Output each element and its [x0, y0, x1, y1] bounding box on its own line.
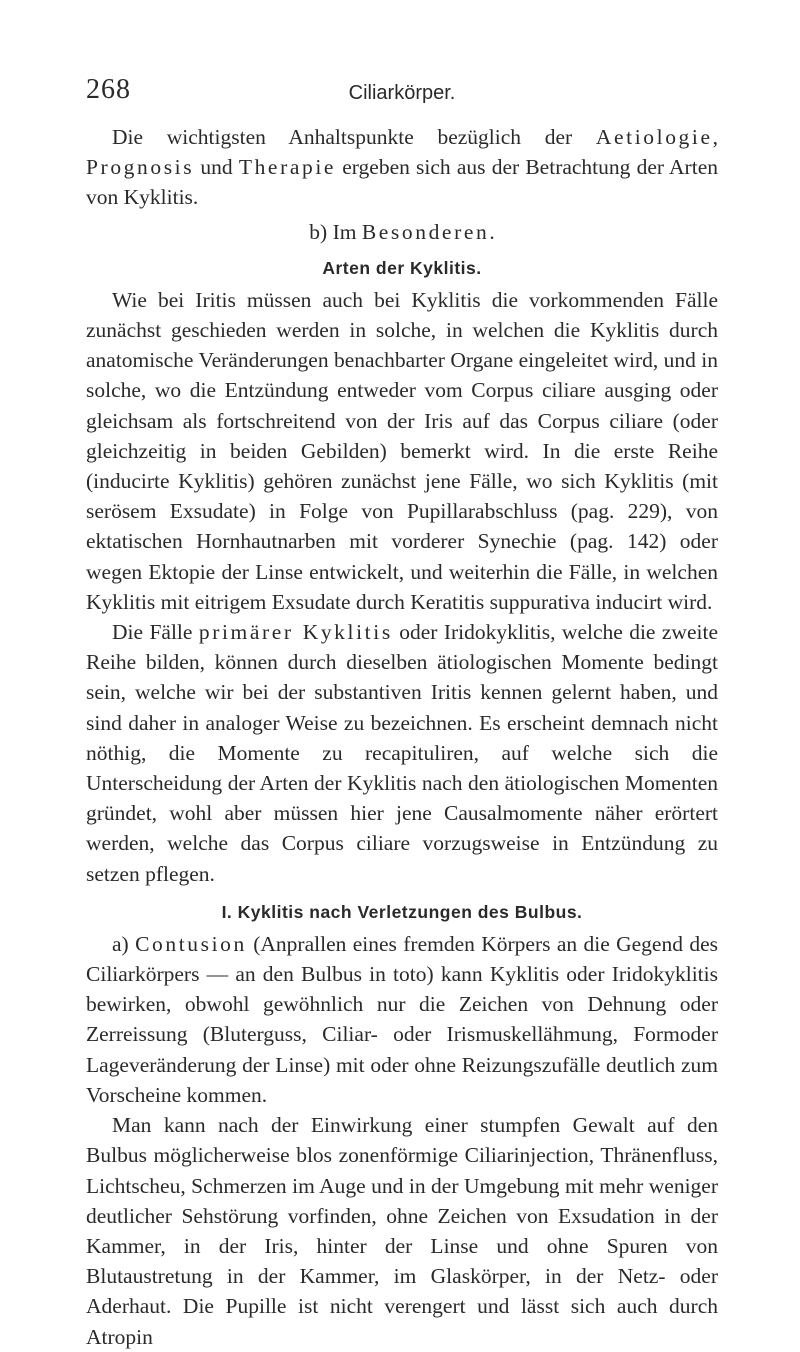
text-run: ergeben sich aus der Betrachtung der Arten von Kyklitis.: [86, 155, 718, 210]
spaced-term: Besonderen: [361, 219, 490, 244]
spaced-term: Contusion: [135, 931, 247, 956]
heading-verletzungen: I. Kyklitis nach Verletzungen des Bulbus.: [221, 901, 583, 922]
text-run: b) Im: [309, 219, 362, 244]
paragraph-stumpfe-gewalt: Man kann nach der Einwirkung einer stumpfen Gewalt auf den Bulbus möglicherweise blos zonenförmige Ciliarinjection, Thränenfluss, Lichtscheu, Schmerzen im Auge und in der Umgebung mit mehr weniger deutlicher Sehstörung vorfinden, ohne Zeichen von Exsudation in der Kammer, in der Iris, hinter der Linse und ohne Spuren von Blutaustretung in der Kammer, im Glaskörper, in der Netz- oder Aderhaut. Die Pupille ist nicht verengert und lässt sich auch durch Atropin: [86, 1113, 718, 1349]
text-run: a): [112, 931, 136, 956]
spaced-term: primärer Kyklitis: [198, 620, 393, 645]
text-run: (Anprallen eines fremden Körpers an die Gegend des Ciliarkörpers — an den Bulbus in toto) kann Kyklitis oder Iridokyklitis bewirken, obwohl gewöhnlich nur die Zeichen von Dehnung oder Zerreissung (Bluterguss, Ciliar- oder Irismuskellähmung, Formoder Lageveränderung der Linse) mit oder ohne Reizungszufälle deutlich zum Vorscheine kommen.: [86, 931, 718, 1107]
page-header: [86, 74, 718, 108]
paragraph-primaer: [86, 617, 718, 889]
section-b-heading: [86, 217, 718, 247]
text-run: oder Iridokyklitis, welche die zweite Reihe bilden, können durch dieselben ätiologischen Momente bedingt sein, welche wir bei der substantiven Iritis kennen gelernt haben, und sind daher in analoger Weise zu bezeichnen. Es erscheint demnach nicht nöthig, die Momente zu recapituliren, auf welche sich die Unterscheidung der Arten der Kyklitis nach den ätiologischen Momenten gründet, wohl aber müssen hier jene Causalmomente näher erörtert werden, welche das Corpus ciliare vorzugsweise in Entzündung zu setzen pflegen.: [86, 620, 718, 886]
page-number: 268: [86, 74, 131, 105]
intro-paragraph: [86, 122, 718, 213]
text-run: und: [194, 155, 239, 180]
text-run: Die Fälle: [112, 620, 199, 645]
text-run: .: [489, 219, 495, 244]
spaced-term: Aetiologie: [595, 125, 713, 149]
spaced-term: Therapie: [238, 155, 337, 180]
paragraph-arten: Wie bei Iritis müssen auch bei Kyklitis die vorkommenden Fälle zunächst geschieden werden in solche, in welchen die Kyklitis durch anatomische Veränderungen benachbarter Organe eingeleitet wird, und in solche, wo die Entzündung entweder vom Corpus ciliare ausging oder gleichsam als fortschreitend von der Iris auf das Corpus ciliare (oder gleichzeitig in beiden Gebilden) bemerkt wird. In die erste Reihe (inducirte Kyklitis) gehören zunächst jene Fälle, wo sich Kyklitis (mit serösem Exsudate) in Folge von Pupillarabschluss (pag. 229), von ektatischen Hornhautnarben mit vorderer Synechie (pag. 142) oder wegen Ektopie der Linse entwickelt, und weiterhin die Fälle, in welchen Kyklitis mit eitrigem Exsudate durch Keratitis suppurativa inducirt wird.: [86, 287, 719, 614]
heading-arten: Arten der Kyklitis.: [322, 257, 482, 278]
paragraph-contusion: [86, 929, 718, 1110]
page-body: [86, 122, 718, 1352]
spaced-term: Prognosis: [86, 155, 195, 180]
text-run: Die wichtigsten Anhaltspunkte bezüglich der: [112, 125, 596, 149]
text-run: ,: [712, 125, 718, 149]
running-head: Ciliarkörper.: [348, 82, 456, 104]
